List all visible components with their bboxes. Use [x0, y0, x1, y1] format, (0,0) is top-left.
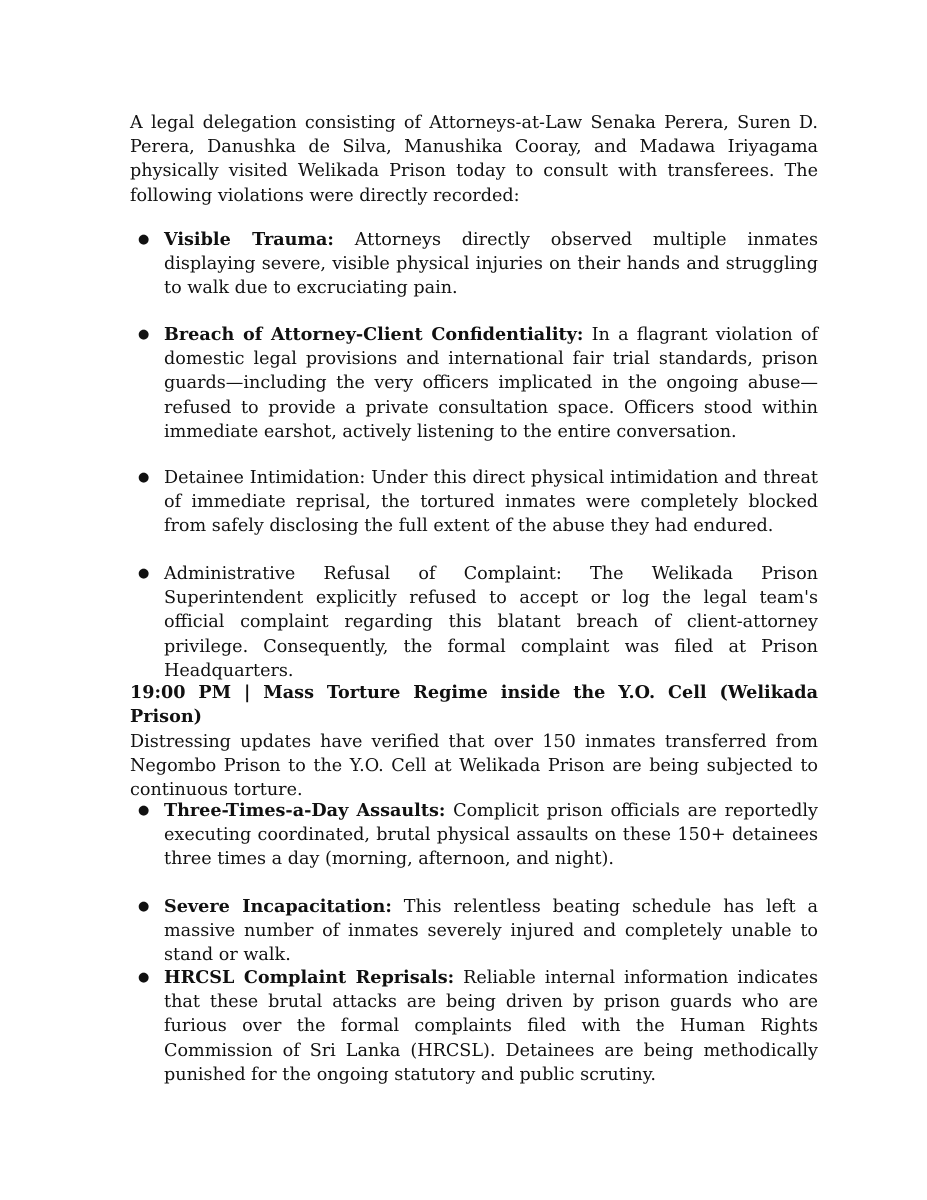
list-item-confidentiality [138, 323, 818, 444]
item-text: Attorneys directly observed multiple inmates displaying severe, visible physical injuries on their hands and struggling to walk due to excruciating pain. [164, 230, 819, 299]
section-heading: 19:00 PM | Mass Torture Regime inside the Y.O. Cell (Welikada Prison) [130, 682, 818, 728]
bullet-icon: ● [138, 899, 150, 914]
bullet-icon: ● [138, 470, 150, 485]
section-intro-paragraph: Distressing updates have verified that over 150 inmates transferred from Negombo Prison to the Y.O. Cell at Welikada Prison are being subjected to continuous torture. [130, 732, 818, 801]
item-text: Detainee Intimidation: Under this direct physical intimidation and threat of immediate reprisal, the tortured inmates were completely blocked from safely disclosing the full extent of the abuse they had endured. [164, 468, 818, 537]
intro-paragraph: A legal delegation consisting of Attorneys-at-Law Senaka Perera, Suren D. Perera, Danushka de Silva, Manushika Cooray, and Madawa Iriyagama physically visited Welikada Prison today to consult with transferees. The following violations were directly recorded: [130, 113, 818, 206]
item-text: Administrative Refusal of Complaint: The Welikada Prison Superintendent explicitly refused to accept or log the legal team's official complaint regarding this blatant breach of client-attorney privilege. Consequently, the formal complaint was filed at Prison Headquarters. [164, 564, 818, 681]
item-text: This relentless beating schedule has left a massive number of inmates severely injured and completely unable to stand or walk. [164, 897, 818, 966]
bullet-icon: ● [138, 327, 150, 342]
bullet-icon: ● [138, 566, 150, 581]
list-item-hrcsl-reprisals [138, 966, 818, 1087]
bullet-icon: ● [138, 970, 150, 985]
list-item-complaint-refusal [138, 562, 818, 683]
item-text: Complicit prison officials are reportedly executing coordinated, brutal physical assaults on these 150+ detainees three times a day (morning, afternoon, and night). [164, 801, 818, 870]
item-label: HRCSL Complaint Reprisals: [164, 967, 455, 988]
item-label: Three-Times-a-Day Assaults: [164, 800, 446, 821]
item-text: In a flagrant violation of domestic legal provisions and international fair trial standards, prison guards—including the very officers implicated in the ongoing abuse—refused to provide a private consultation space. Officers stood within immediate earshot, actively listening to the entire conversation. [164, 325, 818, 442]
list-item-incapacitation [138, 895, 818, 968]
list-item-assaults [138, 799, 818, 872]
item-text: Reliable internal information indicates that these brutal attacks are being driven by prison guards who are furious over the formal complaints filed with the Human Rights Commission of Sri Lanka (HRCSL). Detainees are being methodically punished for the ongoing statutory and public scrutiny. [164, 968, 818, 1085]
bullet-icon: ● [138, 232, 150, 247]
list-item-intimidation [138, 466, 818, 539]
list-item-visible-trauma [138, 228, 818, 301]
bullet-icon: ● [138, 803, 150, 818]
item-label: Severe Incapacitation: [164, 896, 392, 917]
item-label: Breach of Attorney-Client Confidentiality: [164, 324, 584, 345]
item-label: Visible Trauma: [164, 229, 334, 250]
